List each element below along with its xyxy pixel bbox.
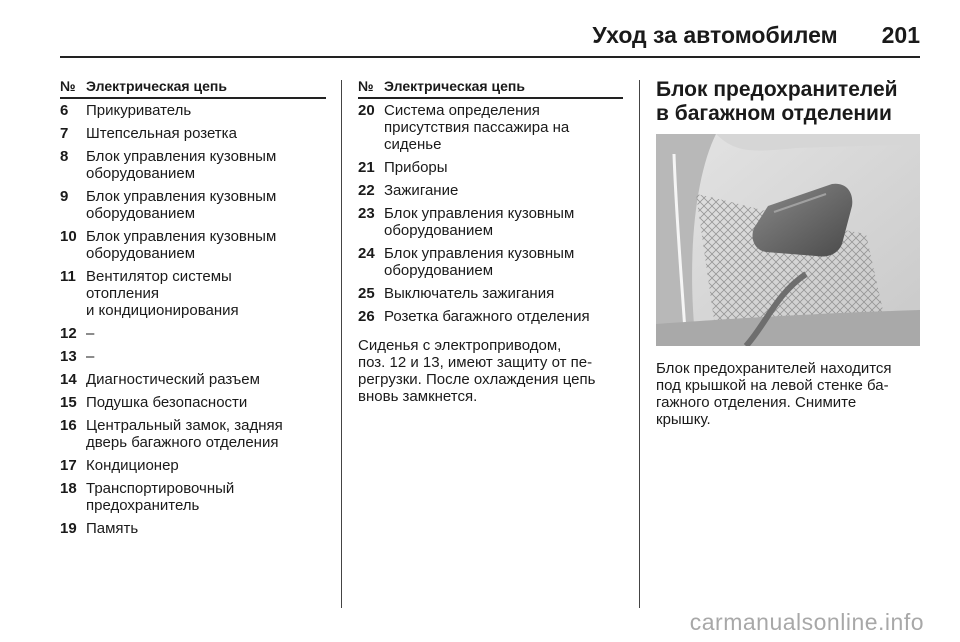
fuse-number: 16	[60, 417, 77, 434]
table-body	[60, 102, 326, 537]
table-row	[60, 125, 326, 142]
fuse-number: 25	[358, 285, 375, 302]
fuse-number: 24	[358, 245, 375, 262]
column-header-circuit: Электрическая цепь	[384, 78, 525, 94]
table-row	[60, 325, 326, 342]
column-header-number: №	[60, 78, 76, 94]
power-seats-note: Сиденья с электроприводом, поз. 12 и 13, имеют защиту от пе- регрузки. После охлаждения цепь вновь замкнется.	[358, 337, 596, 405]
fuse-number: 11	[60, 268, 76, 285]
table-row	[358, 308, 623, 325]
circuit-name: Вентилятор системы отопления и кондиционирования	[86, 268, 239, 319]
table-row	[60, 348, 326, 365]
circuit-name: Выключатель зажигания	[384, 285, 555, 302]
fuse-number: 22	[358, 182, 375, 199]
table-row	[358, 245, 623, 279]
circuit-name: Память	[86, 520, 139, 537]
table-row	[60, 228, 326, 262]
circuit-name: Блок управления кузовным оборудованием	[86, 228, 277, 262]
fuse-table-right	[358, 78, 623, 405]
fuse-number: 7	[60, 125, 69, 142]
table-row	[60, 371, 326, 388]
fuse-number: 9	[60, 188, 69, 205]
fuse-number: 20	[358, 102, 375, 119]
table-row	[358, 205, 623, 239]
table-row	[60, 480, 326, 514]
page-header	[60, 14, 920, 58]
circuit-name: Зажигание	[384, 182, 459, 199]
column-divider	[341, 80, 342, 608]
circuit-name: Центральный замок, задняя дверь багажного отделения	[86, 417, 283, 451]
table-row	[60, 268, 326, 319]
circuit-name: Подушка безопасности	[86, 394, 248, 411]
fuse-number: 21	[358, 159, 375, 176]
circuit-name: –	[86, 325, 95, 342]
trunk-fuse-box-photo	[656, 134, 920, 346]
circuit-name: Блок управления кузовным оборудованием	[384, 245, 575, 279]
circuit-name: Розетка багажного отделения	[384, 308, 590, 325]
table-row	[60, 520, 326, 537]
column-header-number: №	[358, 78, 374, 94]
fuse-number: 15	[60, 394, 77, 411]
circuit-name: Система определения присутствия пассажира на сиденье	[384, 102, 570, 153]
fuse-number: 18	[60, 480, 77, 497]
fuse-number: 23	[358, 205, 375, 222]
table-row	[60, 188, 326, 222]
circuit-name: Приборы	[384, 159, 448, 176]
watermark: carmanualsonline.info	[689, 609, 924, 635]
table-row	[358, 182, 623, 199]
column-divider	[639, 80, 640, 608]
table-row	[60, 148, 326, 182]
fuse-number: 8	[60, 148, 69, 165]
table-row	[60, 394, 326, 411]
fuse-number: 19	[60, 520, 77, 537]
circuit-name: Блок управления кузовным оборудованием	[86, 148, 277, 182]
section-body: Блок предохранителей находится под крышкой на левой стенке ба- гажного отделения. Снимите крышку.	[656, 360, 892, 428]
trunk-fuse-section	[656, 78, 920, 428]
table-row	[358, 159, 623, 176]
circuit-name: Кондиционер	[86, 457, 179, 474]
fuse-number: 26	[358, 308, 375, 325]
table-row	[358, 102, 623, 153]
fuse-table-left	[60, 78, 326, 543]
table-row	[60, 457, 326, 474]
circuit-name: Транспортировочный предохранитель	[86, 480, 235, 514]
circuit-name: Блок управления кузовным оборудованием	[384, 205, 575, 239]
circuit-name: Штепсельная розетка	[86, 125, 237, 142]
page-title: Уход за автомобилем	[592, 21, 838, 48]
table-row	[358, 285, 623, 302]
table-row	[60, 417, 326, 451]
fuse-number: 6	[60, 102, 69, 119]
circuit-name: Блок управления кузовным оборудованием	[86, 188, 277, 222]
fuse-number: 17	[60, 457, 77, 474]
table-header	[60, 78, 326, 99]
fuse-number: 12	[60, 325, 77, 342]
section-title: Блок предохранителей в багажном отделении	[656, 78, 898, 125]
fuse-number: 10	[60, 228, 77, 245]
column-header-circuit: Электрическая цепь	[86, 78, 227, 94]
fuse-number: 14	[60, 371, 77, 388]
page-number: 201	[881, 21, 920, 48]
table-header	[358, 78, 623, 99]
circuit-name: –	[86, 348, 95, 365]
table-row	[60, 102, 326, 119]
circuit-name: Диагностический разъем	[86, 371, 260, 388]
circuit-name: Прикуриватель	[86, 102, 192, 119]
table-body	[358, 102, 623, 325]
fuse-number: 13	[60, 348, 77, 365]
